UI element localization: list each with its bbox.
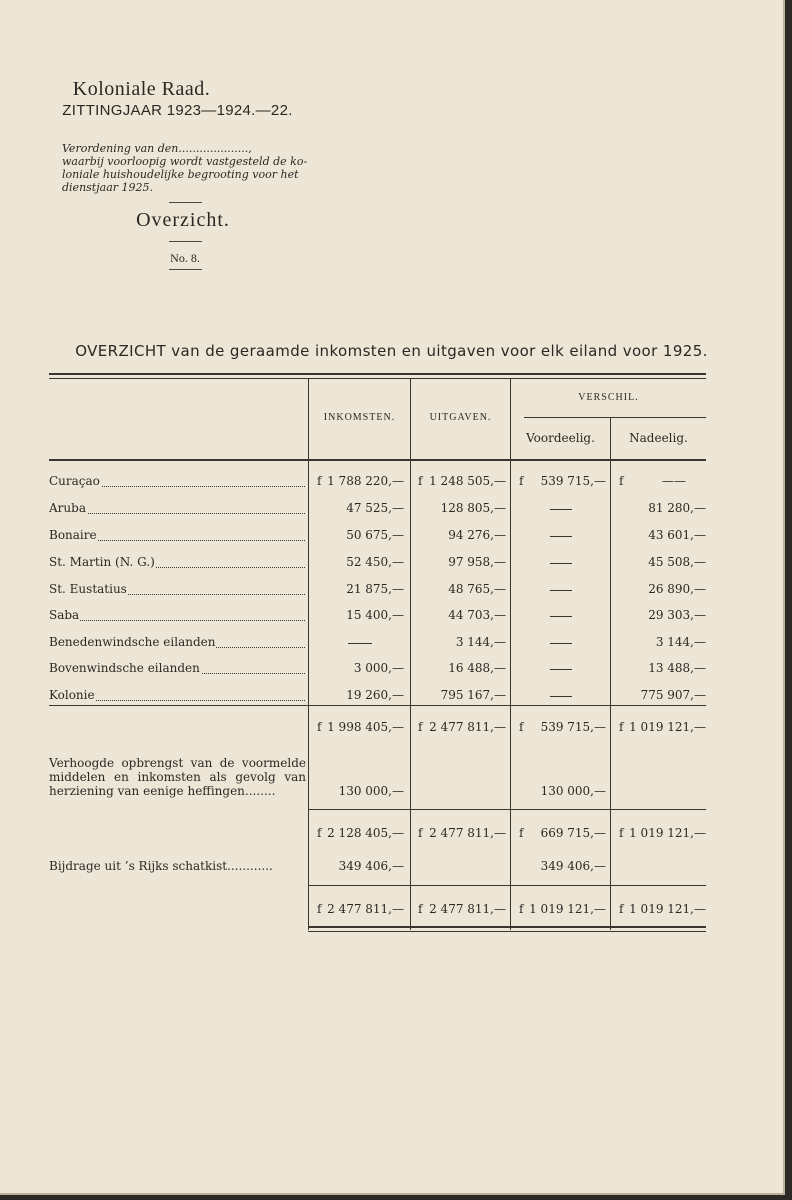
table-row-label: St. Martin (N. G.)	[49, 555, 305, 571]
empty-dash	[550, 616, 572, 617]
income-value: 15 400,—	[346, 608, 404, 622]
increase-label-line: herziening van eenige heffingen........	[49, 784, 276, 798]
subtotal-expenses: 2 477 811,—	[429, 720, 506, 734]
currency-mark: f	[418, 826, 423, 840]
table-row-label: Aruba	[49, 501, 305, 517]
income-value: 1 788 220,—	[327, 474, 404, 488]
council-title: Koloniale Raad.	[72, 78, 211, 100]
expenses-value: 97 958,—	[448, 555, 506, 569]
expenses-value: 44 703,—	[448, 608, 506, 622]
subtotal-disadvantage: 1 019 121,—	[629, 720, 706, 734]
income-column-header: INKOMSTEN.	[323, 412, 396, 423]
table-row-label: Saba	[49, 608, 305, 624]
currency-mark: f	[519, 720, 524, 734]
disadvantage-value: 29 303,—	[648, 608, 706, 622]
intro-line: waarbij voorloopig wordt vastgesteld de ko-	[62, 155, 308, 168]
advantage-value: 539 715,—	[540, 474, 606, 488]
increase-label-line: middelen en inkomsten als gevolg van	[49, 770, 306, 784]
increase-label-line: Verhoogde opbrengst van de voormelde	[49, 756, 306, 770]
section-rule	[308, 885, 706, 886]
expenses-value: 94 276,—	[448, 528, 506, 542]
disadvantage-value: 81 280,—	[648, 501, 706, 515]
empty-dash	[550, 643, 572, 644]
currency-mark: f	[418, 720, 423, 734]
income-value: 19 260,—	[346, 688, 404, 702]
empty-dash	[550, 563, 572, 564]
table-row-label: Kolonie	[49, 688, 305, 704]
income-value: 3 000,—	[353, 661, 404, 675]
header-bottom-rule	[49, 459, 706, 461]
empty-dash	[550, 590, 572, 591]
contribution-advantage: 349 406,—	[540, 859, 606, 873]
empty-dash	[550, 536, 572, 537]
subtotal-expenses: 2 477 811,—	[429, 826, 506, 840]
increase-advantage: 130 000,—	[540, 784, 606, 798]
disadvantage-value: 43 601,—	[648, 528, 706, 542]
currency-mark: f	[317, 720, 322, 734]
subtotal-advantage: 669 715,—	[540, 826, 606, 840]
income-value: 50 675,—	[346, 528, 404, 542]
difference-rule	[524, 417, 706, 418]
table-bottom-rule	[308, 926, 706, 928]
expenses-value: 3 144,—	[455, 635, 506, 649]
empty-dash	[550, 509, 572, 510]
difference-column-header: VERSCHIL.	[578, 392, 639, 403]
income-value: 47 525,—	[346, 501, 404, 515]
expenses-value: 795 167,—	[440, 688, 506, 702]
section-rule	[308, 809, 706, 810]
short-rule	[169, 202, 202, 203]
subtotal-disadvantage: 1 019 121,—	[629, 826, 706, 840]
empty-dash	[348, 643, 372, 644]
income-value: 52 450,—	[346, 555, 404, 569]
subtotal-advantage: 539 715,—	[540, 720, 606, 734]
advantage-column-header: Voordeelig.	[526, 431, 595, 445]
currency-mark: f	[519, 826, 524, 840]
increase-income: 130 000,—	[338, 784, 404, 798]
expenses-value: 48 765,—	[448, 582, 506, 596]
total-income: 2 477 811,—	[327, 902, 404, 916]
document-number: No. 8.	[170, 251, 200, 265]
table-row-label: Bovenwindsche eilanden	[49, 661, 305, 677]
currency-mark: f	[619, 474, 624, 488]
intro-line: loniale huishoudelijke begrooting voor het	[62, 168, 299, 181]
table-row-label: Benedenwindsche eilanden	[49, 635, 305, 651]
table-row-label: Bonaire	[49, 528, 305, 544]
currency-mark: f	[519, 474, 524, 488]
expenses-column-header: UITGAVEN.	[429, 412, 492, 423]
disadvantage-value: 13 488,—	[648, 661, 706, 675]
income-value: 21 875,—	[346, 582, 404, 596]
section-title: Overzicht.	[136, 209, 230, 231]
intro-line: dienstjaar 1925.	[62, 181, 153, 194]
disadvantage-column-header: Nadeelig.	[629, 431, 688, 445]
disadvantage-value: 3 144,—	[655, 635, 706, 649]
session-line: ZITTINGJAAR 1923—1924.—22.	[62, 102, 293, 119]
table-bottom-rule-thin	[308, 931, 706, 932]
disadvantage-value: 775 907,—	[640, 688, 706, 702]
currency-mark: f	[418, 902, 423, 916]
currency-mark: f	[317, 474, 322, 488]
total-expenses: 2 477 811,—	[429, 902, 506, 916]
currency-mark: f	[418, 474, 423, 488]
table-top-rule-thin	[49, 378, 706, 379]
short-rule	[169, 269, 202, 270]
increase-label	[49, 756, 306, 798]
short-rule	[169, 241, 202, 242]
total-advantage: 1 019 121,—	[529, 902, 606, 916]
total-disadvantage: 1 019 121,—	[629, 902, 706, 916]
expenses-value: 16 488,—	[448, 661, 506, 675]
table-row-label: St. Eustatius	[49, 582, 305, 598]
table-row-label: Curaçao	[49, 474, 305, 490]
subtotal-income: 2 128 405,—	[327, 826, 404, 840]
disadvantage-value: 26 890,—	[648, 582, 706, 596]
currency-mark: f	[519, 902, 524, 916]
table-top-rule	[49, 373, 706, 375]
currency-mark: f	[317, 826, 322, 840]
column-divider	[610, 418, 611, 930]
ordinance-intro	[62, 142, 312, 194]
section-rule	[49, 705, 706, 706]
contribution-label: Bijdrage uit ’s Rijks schatkist............	[49, 859, 273, 873]
empty-dash	[550, 669, 572, 670]
disadvantage-value: 45 508,—	[648, 555, 706, 569]
subtotal-income: 1 998 405,—	[327, 720, 404, 734]
currency-mark: f	[619, 902, 624, 916]
expenses-value: 128 805,—	[440, 501, 506, 515]
expenses-value: 1 248 505,—	[429, 474, 506, 488]
empty-dash	[550, 696, 572, 697]
table-heading: OVERZICHT van de geraamde inkomsten en uitgaven voor elk eiland voor 1925.	[75, 342, 708, 360]
currency-mark: f	[619, 720, 624, 734]
intro-line: Verordening van den....................,	[62, 142, 252, 155]
disadvantage-value: ——	[662, 474, 686, 488]
contribution-income: 349 406,—	[338, 859, 404, 873]
currency-mark: f	[619, 826, 624, 840]
currency-mark: f	[317, 902, 322, 916]
